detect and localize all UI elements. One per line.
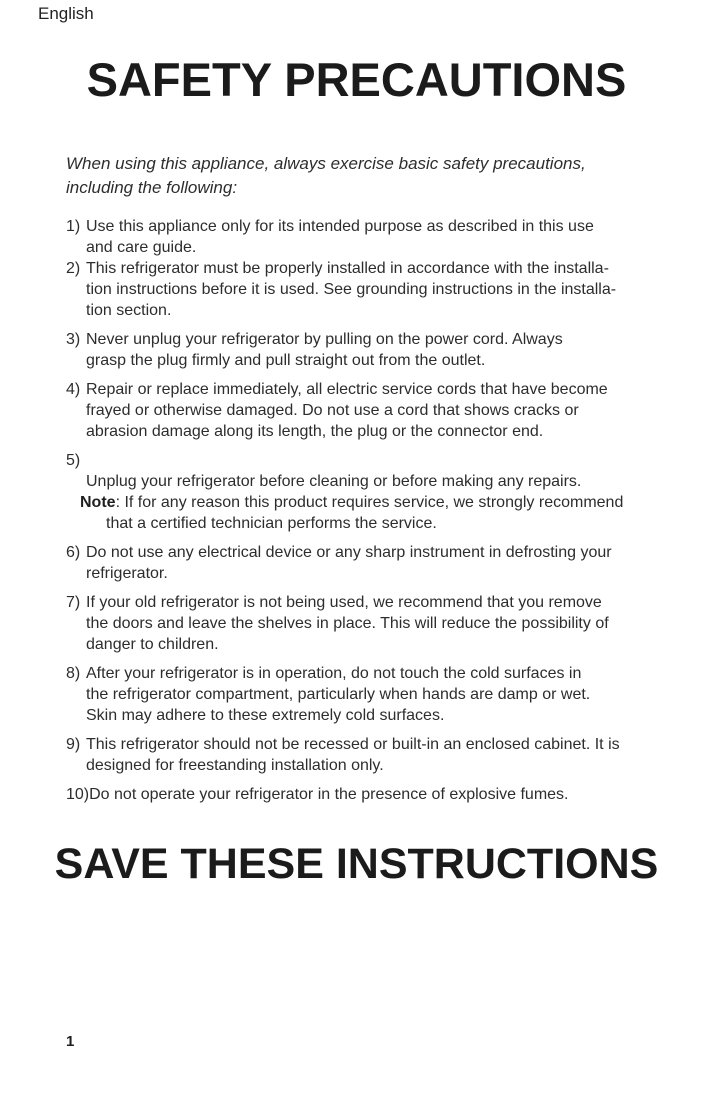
item-text: If your old refrigerator is not being used, we recommend that you remove the doors and leave the shelves in place. This will reduce the possibility of danger to children.: [86, 594, 609, 653]
item-number: 9): [66, 736, 81, 753]
note-label: Note: [80, 494, 116, 511]
language-label: English: [38, 4, 94, 23]
item-number: 3): [66, 331, 81, 348]
item-text: Use this appliance only for its intended purpose as described in this use and care guide.: [86, 218, 594, 256]
page-title: SAFETY PRECAUTIONS: [86, 53, 627, 106]
list-item: [66, 329, 696, 371]
list-item: [66, 663, 696, 726]
list-item: [66, 734, 696, 776]
item-number: 1): [66, 218, 81, 235]
item-number: 6): [66, 544, 81, 561]
item-number: 7): [66, 594, 81, 611]
item-text: After your refrigerator is in operation, do not touch the cold surfaces in the refrigerator compartment, particularly when hands are damp or wet. Skin may adhere to these extremely cold surfaces.: [86, 665, 591, 724]
item-number: 10): [66, 786, 90, 803]
item-text: Do not operate your refrigerator in the presence of explosive fumes.: [89, 786, 569, 803]
note-continuation: that a certified technician performs the service.: [106, 515, 437, 532]
item-text: This refrigerator should not be recessed or built-in an enclosed cabinet. It is designed for freestanding installation only.: [86, 736, 620, 774]
list-item: [66, 216, 696, 258]
precaution-list: [66, 216, 696, 805]
item-number: 8): [66, 665, 81, 682]
note-text: : If for any reason this product requires service, we strongly recommend: [115, 494, 624, 511]
item-text: This refrigerator must be properly installed in accordance with the installa- tion instructions before it is used. See grounding instructions in the installa- tion section.: [86, 260, 617, 319]
note-line: [80, 494, 623, 511]
item-number: 5): [66, 452, 81, 469]
item-text: Repair or replace immediately, all electric service cords that have become frayed or otherwise damaged. Do not use a cord that shows cracks or abrasion damage along its length, the plug or the connector end.: [86, 381, 608, 440]
save-instructions-heading: SAVE THESE INSTRUCTIONS: [54, 840, 659, 888]
item-number: 4): [66, 381, 81, 398]
item-text-with-note: [80, 450, 624, 534]
list-item: [66, 592, 696, 655]
list-item: [66, 258, 696, 321]
item-text: Unplug your refrigerator before cleaning or before making any repairs.: [86, 473, 582, 490]
page-number: 1: [66, 1033, 75, 1050]
intro-paragraph: When using this appliance, always exercise basic safety precautions, including the following:: [66, 154, 586, 197]
list-item: [66, 450, 696, 534]
list-item: [66, 542, 696, 584]
list-item: [66, 784, 696, 805]
item-text: Do not use any electrical device or any sharp instrument in defrosting your refrigerator.: [86, 544, 612, 582]
list-item: [66, 379, 696, 442]
item-text: Never unplug your refrigerator by pulling on the power cord. Always grasp the plug firmly and pull straight out from the outlet.: [86, 331, 563, 369]
item-number: 2): [66, 260, 81, 277]
